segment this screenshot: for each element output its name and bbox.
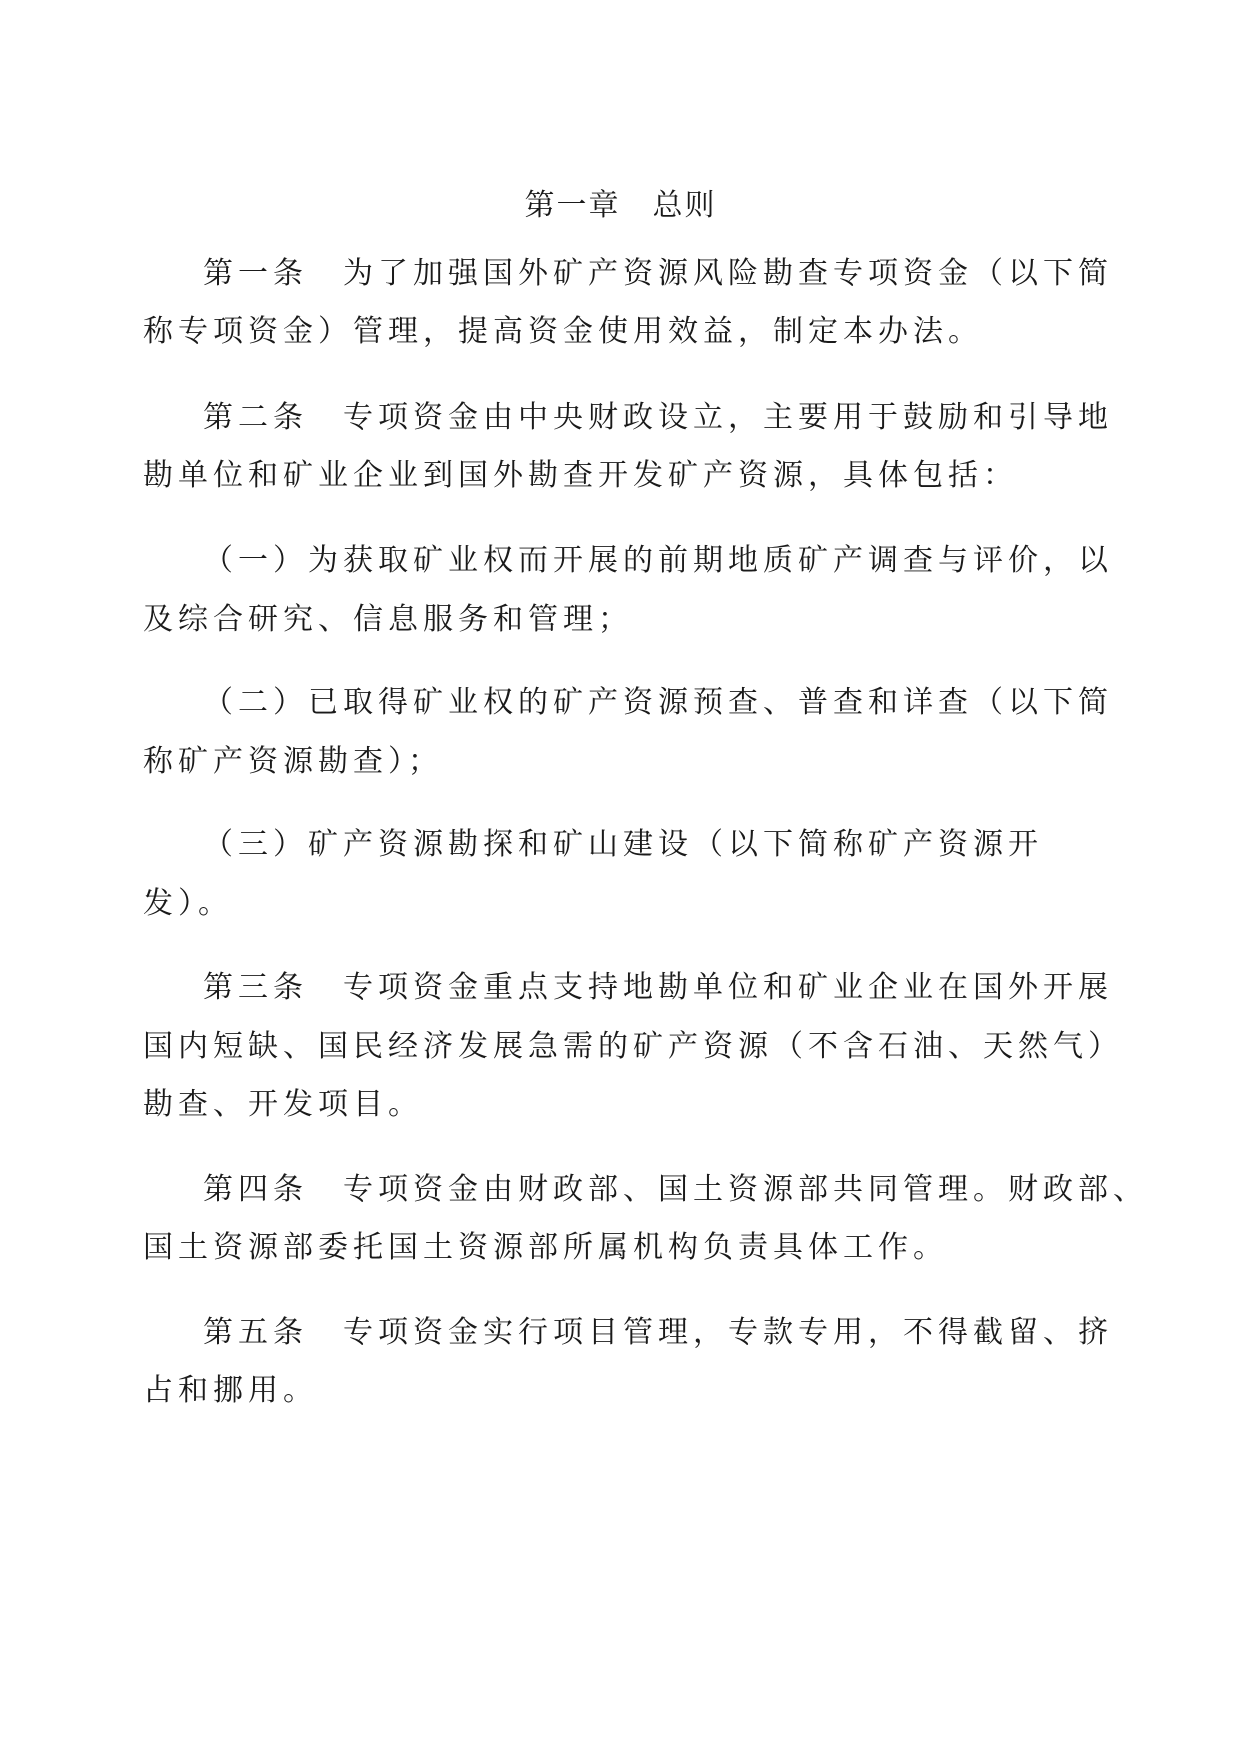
item-2-line-1: （二）已取得矿业权的矿产资源预查、普查和详查（以下简 [203, 685, 1113, 720]
item-1-line-2: 及综合研究、信息服务和管理； [143, 602, 633, 637]
chapter-title: 第一章 总则 [524, 188, 717, 223]
article-3-line-2: 国内短缺、国民经济发展急需的矿产资源（不含石油、天然气） [143, 1029, 1123, 1064]
article-5-line-1: 第五条 专项资金实行项目管理，专款专用，不得截留、挤 [203, 1315, 1113, 1350]
article-1-line-1: 第一条 为了加强国外矿产资源风险勘查专项资金（以下简 [203, 256, 1113, 291]
item-3-line-1: （三）矿产资源勘探和矿山建设（以下简称矿产资源开 [203, 827, 1043, 862]
article-5-line-2: 占和挪用。 [143, 1373, 318, 1408]
article-2-line-2: 勘单位和矿业企业到国外勘查开发矿产资源，具体包括： [143, 458, 1018, 493]
item-1-line-1: （一）为获取矿业权而开展的前期地质矿产调查与评价，以 [203, 543, 1113, 578]
article-3-line-1: 第三条 专项资金重点支持地勘单位和矿业企业在国外开展 [203, 970, 1113, 1005]
article-4-line-1: 第四条 专项资金由财政部、国土资源部共同管理。财政部、 [203, 1172, 1148, 1207]
item-3-line-2: 发）。 [143, 886, 233, 921]
article-2-line-1: 第二条 专项资金由中央财政设立，主要用于鼓励和引导地 [203, 400, 1113, 435]
article-4-line-2: 国土资源部委托国土资源部所属机构负责具体工作。 [143, 1230, 948, 1265]
article-1-line-2: 称专项资金）管理，提高资金使用效益，制定本办法。 [143, 314, 983, 349]
article-3-line-3: 勘查、开发项目。 [143, 1087, 423, 1122]
item-2-line-2: 称矿产资源勘查）； [143, 744, 443, 779]
